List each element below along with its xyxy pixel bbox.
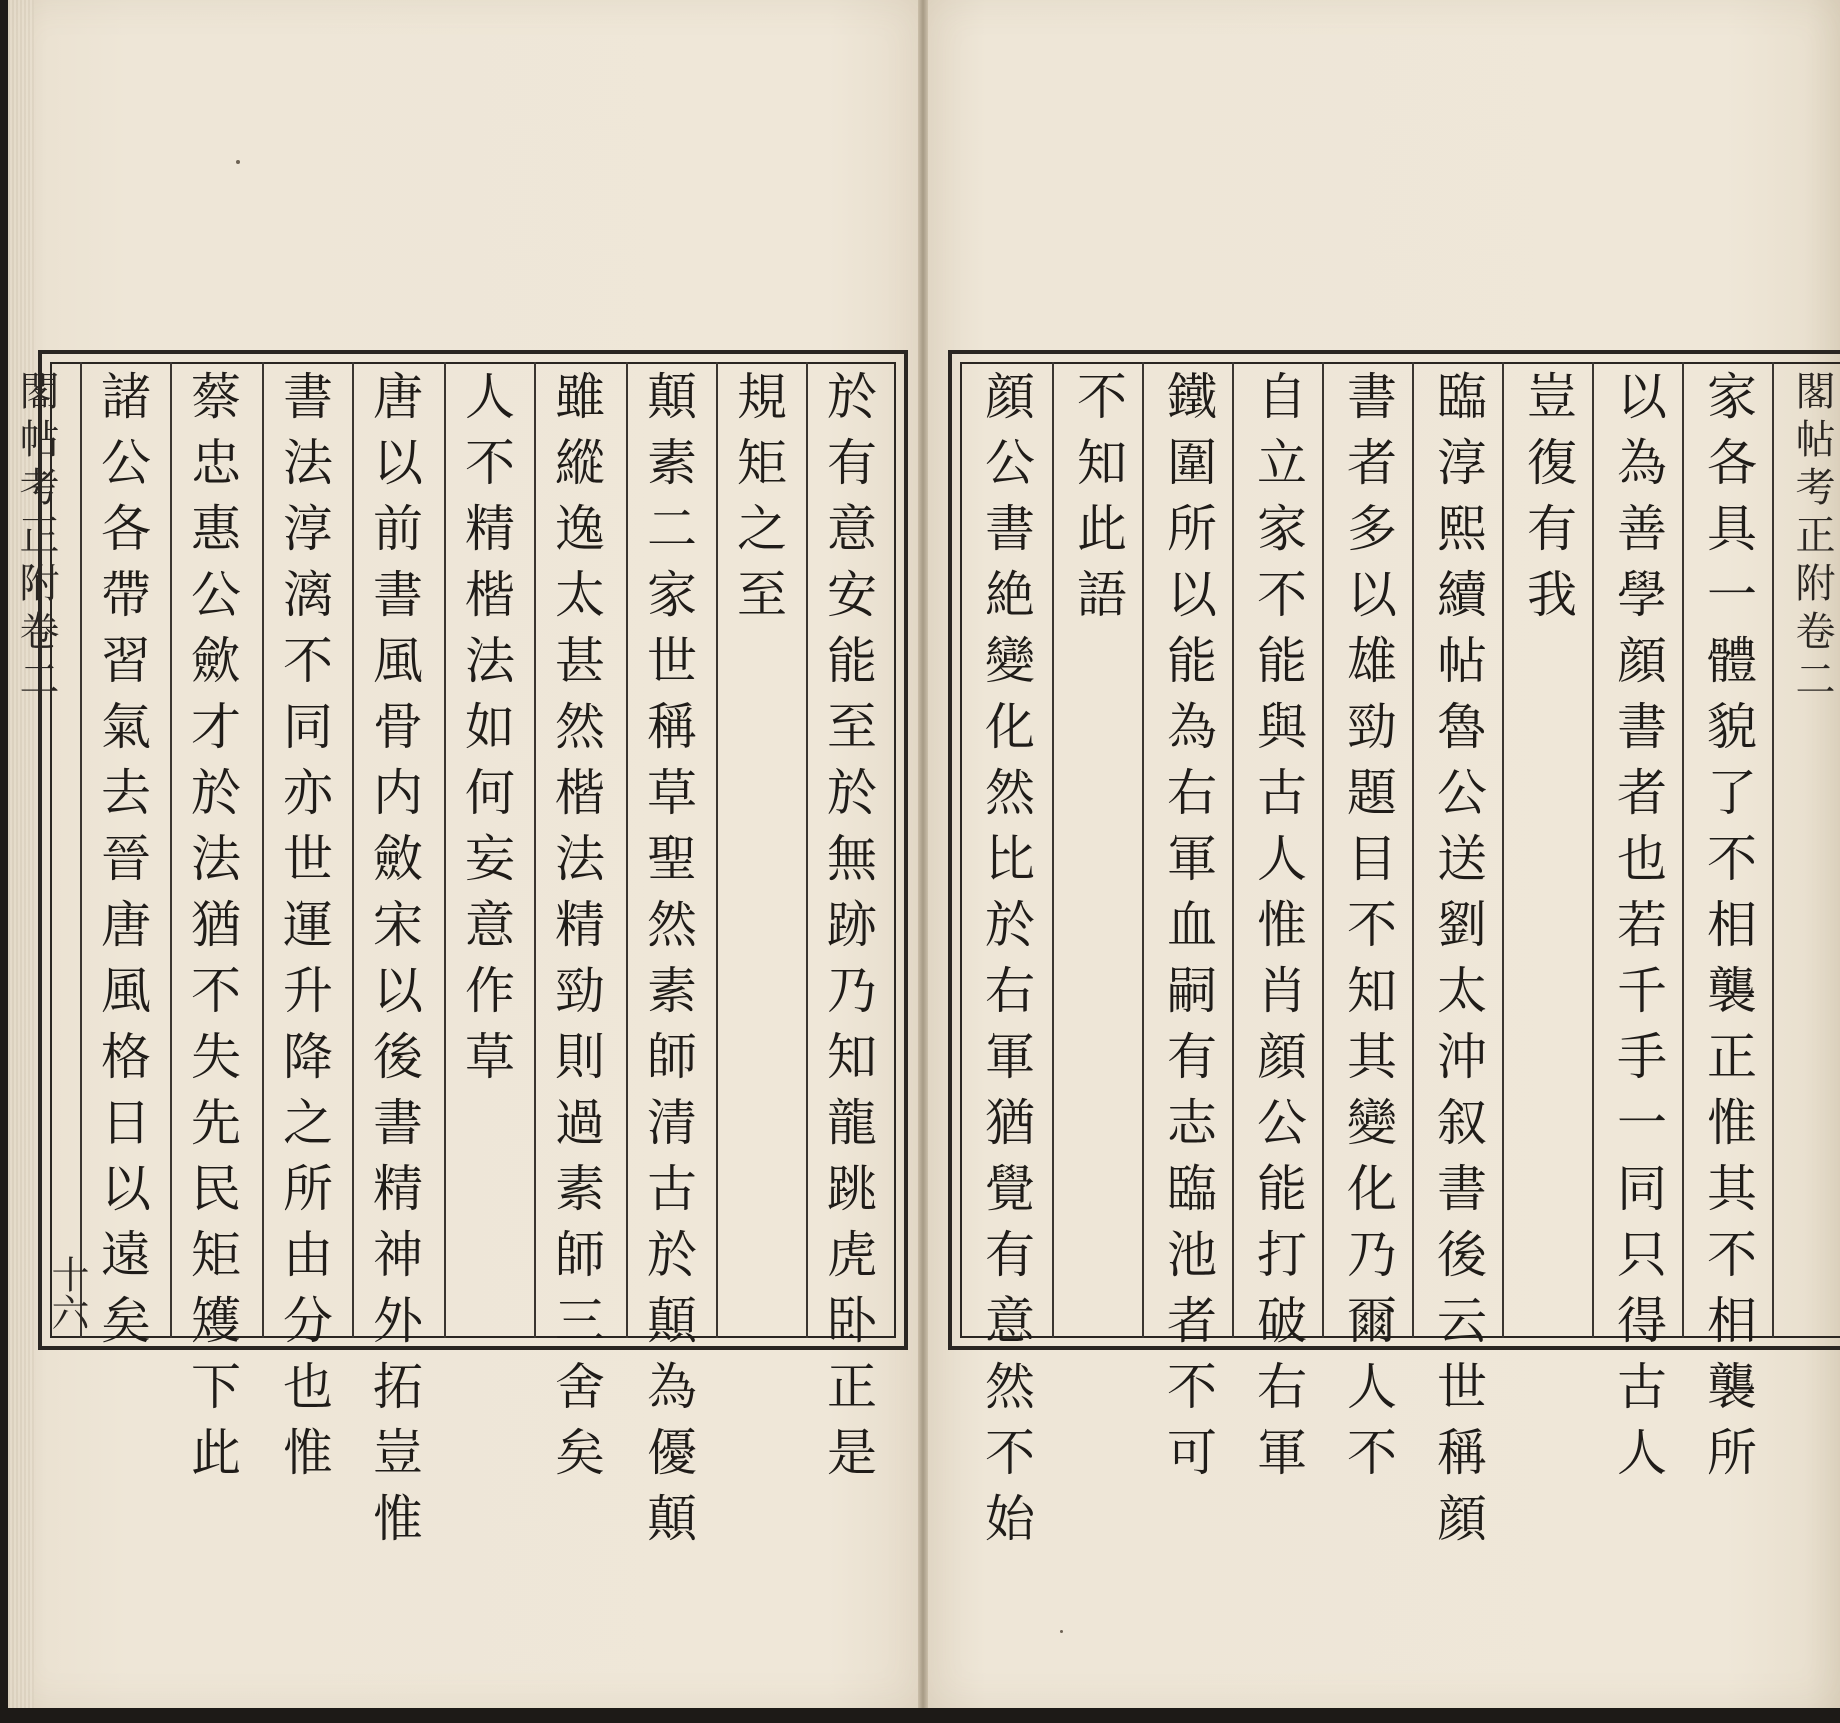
text-column-9: 顔公書絶變化然比於右軍猶覺有意然不始 — [977, 370, 1035, 1558]
text-column-1: 於有意安能至於無跡乃知龍跳虎卧正是 — [819, 370, 877, 1492]
text-column-4: 臨淳熙續帖魯公送劉太沖叙書後云世稱顔 — [1429, 370, 1487, 1558]
right-margin-title: 閣帖考正附卷二 — [1789, 370, 1835, 706]
text-column-6: 自立家不能與古人惟肖顔公能打破右軍 — [1249, 370, 1307, 1492]
text-column-8: 不知此語 — [1069, 370, 1127, 634]
column-rule — [1232, 362, 1234, 1338]
text-column-4: 雖縱逸太甚然楷法精勁則過素師三舍矣 — [547, 370, 605, 1492]
text-column-5: 書者多以雄勁題目不知其變化乃爾人不 — [1339, 370, 1397, 1492]
text-column-9: 諸公各帶習氣去晉唐風格日以遠矣 — [93, 370, 151, 1360]
column-rule — [1502, 362, 1504, 1338]
column-rule — [1772, 362, 1774, 1338]
paper-speck — [1060, 1630, 1063, 1633]
column-rule — [1322, 362, 1324, 1338]
text-column-3: 顛素二家世稱草聖然素師清古於顛為優顛 — [639, 370, 697, 1558]
text-column-7: 鐵圍所以能為右軍血嗣有志臨池者不可 — [1159, 370, 1217, 1492]
text-column-7: 書法淳漓不同亦世運升降之所由分也惟 — [275, 370, 333, 1492]
text-column-5: 人不精楷法如何妄意作草 — [457, 370, 515, 1096]
text-column-8: 蔡忠惠公歛才於法猶不失先民矩矱下此 — [183, 370, 241, 1492]
column-rule — [1142, 362, 1144, 1338]
text-column-2: 規矩之至 — [729, 370, 787, 634]
column-rule — [1592, 362, 1594, 1338]
left-margin-title: 閣帖考正附卷二 — [13, 370, 59, 706]
text-column-1: 家各具一體貌了不相襲正惟其不相襲所 — [1699, 370, 1757, 1492]
column-rule — [1412, 362, 1414, 1338]
paper-speck — [236, 160, 240, 164]
text-column-2: 以為善學顔書者也若千手一同只得古人 — [1609, 370, 1667, 1492]
text-column-6: 唐以前書風骨内斂宋以後書精神外拓豈惟 — [365, 370, 423, 1558]
book-gutter — [918, 0, 928, 1708]
text-column-3: 豈復有我 — [1519, 370, 1577, 634]
page-edges — [8, 0, 34, 1708]
folio-number: 十六 — [45, 1255, 89, 1331]
column-rule — [1682, 362, 1684, 1338]
column-rule — [1052, 362, 1054, 1338]
